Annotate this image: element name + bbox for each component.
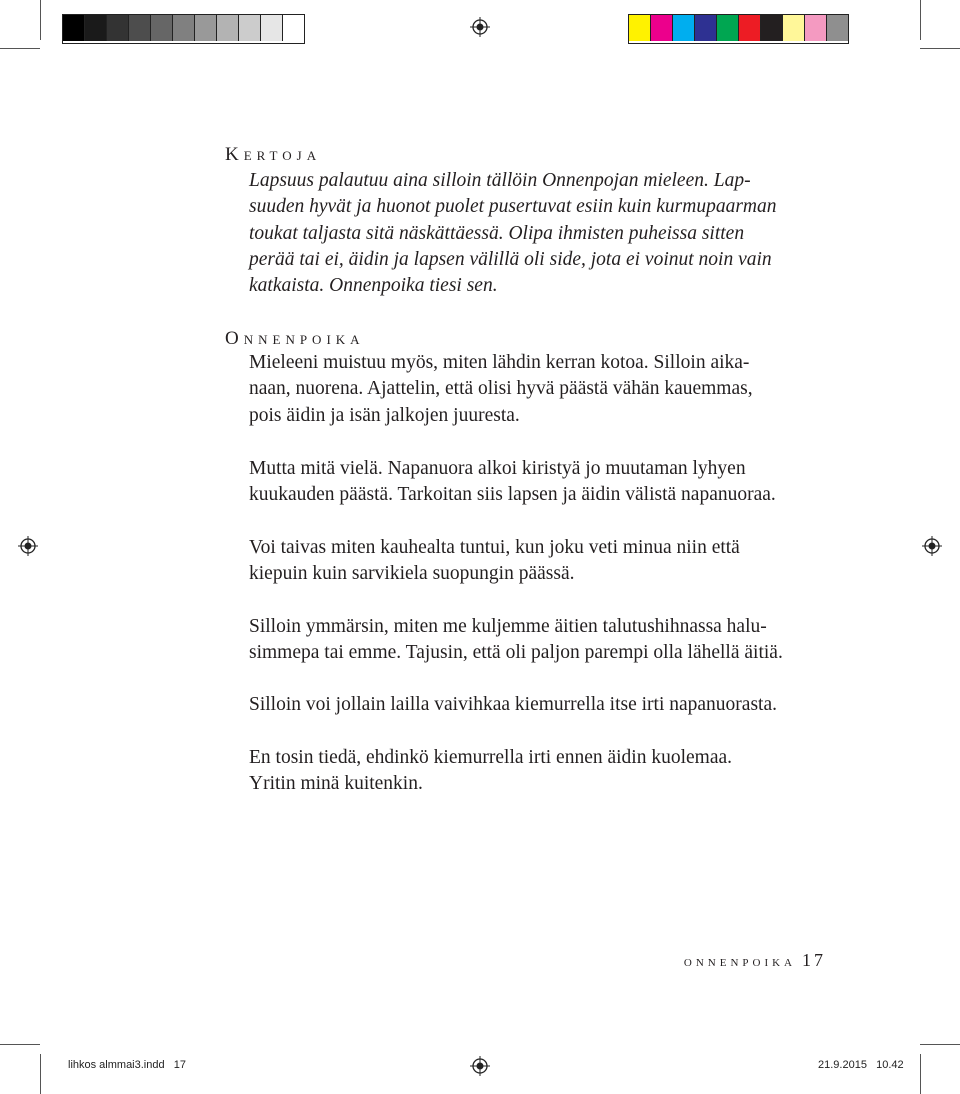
color-swatch <box>783 15 805 41</box>
color-swatch <box>195 15 217 41</box>
crop-mark <box>0 1044 40 1045</box>
crop-mark <box>920 0 921 40</box>
color-swatch <box>129 15 151 41</box>
slug-filename: lihkos almmai3.indd 17 <box>68 1059 187 1071</box>
monologue-paragraph: En tosin tiedä, ehdinkö kiemurrella irti ennen äidin kuolemaa. Yritin minä kuitenkin. <box>249 747 733 795</box>
monologue-paragraph: Silloin ymmärsin, miten me kuljemme äitien talutushihnassa halu- simmepa tai emme. Tajusin, että oli paljon parempi olla lähellä äitiä. <box>249 616 783 664</box>
registration-mark-icon <box>470 1056 490 1076</box>
process-color-bar <box>628 14 849 44</box>
color-swatch <box>173 15 195 41</box>
color-swatch <box>239 15 261 41</box>
color-swatch <box>827 15 848 41</box>
page-folio <box>684 950 826 971</box>
color-swatch <box>761 15 783 41</box>
crop-mark <box>40 1054 41 1094</box>
color-swatch <box>107 15 129 41</box>
color-swatch <box>217 15 239 41</box>
speaker-label-kertoja: Kertoja <box>225 144 322 165</box>
crop-mark <box>920 1044 960 1045</box>
monologue-paragraph: Voi taivas miten kauhealta tuntui, kun joku veti minua niin että kiepuin kuin sarvikiela suopungin päässä. <box>249 537 740 585</box>
speaker-label-onnenpoika: Onnenpoika <box>225 328 365 349</box>
color-swatch <box>151 15 173 41</box>
crop-mark <box>0 48 40 49</box>
color-swatch <box>673 15 695 41</box>
running-title: onnenpoika <box>683 954 796 970</box>
registration-mark-icon <box>18 536 38 556</box>
color-swatch <box>283 15 304 41</box>
registration-mark-icon <box>922 536 942 556</box>
monologue-paragraph: Mieleeni muistuu myös, miten lähdin kerran kotoa. Silloin aika- naan, nuorena. Ajattelin, että olisi hyvä päästä vähän kauemmas, pois äidin ja isän jalkojen juuresta. <box>249 352 753 426</box>
page-number: 17 <box>802 950 826 970</box>
monologue-paragraph: Mutta mitä vielä. Napanuora alkoi kiristyä jo muutaman lyhyen kuukauden päästä. Tarkoitan siis lapsen ja äidin välistä napanuoraa. <box>249 458 776 506</box>
color-swatch <box>651 15 673 41</box>
color-swatch <box>739 15 761 41</box>
color-swatch <box>805 15 827 41</box>
registration-mark-icon <box>470 17 490 37</box>
grayscale-color-bar <box>62 14 305 44</box>
crop-mark <box>920 1054 921 1094</box>
color-swatch <box>695 15 717 41</box>
color-swatch <box>629 15 651 41</box>
crop-mark <box>40 0 41 40</box>
color-swatch <box>261 15 283 41</box>
color-swatch <box>63 15 85 41</box>
narration-paragraph: Lapsuus palautuu aina silloin tällöin Onnenpojan mieleen. Lap- suuden hyvät ja huonot puolet pusertuvat esiin kuin kurmupaarman toukat taljasta sitä näskättäessä. Olipa ihmisten puheissa sitten perää tai ei, äidin ja lapsen välillä oli side, jota ei voinut noin vain katkaista. Onnenpoika tiesi sen. <box>249 170 777 297</box>
monologue-paragraph: Silloin voi jollain lailla vaivihkaa kiemurrella itse irti napanuorasta. <box>249 694 777 715</box>
slug-date: 21.9.2015 10.42 <box>818 1059 904 1071</box>
color-swatch <box>717 15 739 41</box>
crop-mark <box>920 48 960 49</box>
color-swatch <box>85 15 107 41</box>
